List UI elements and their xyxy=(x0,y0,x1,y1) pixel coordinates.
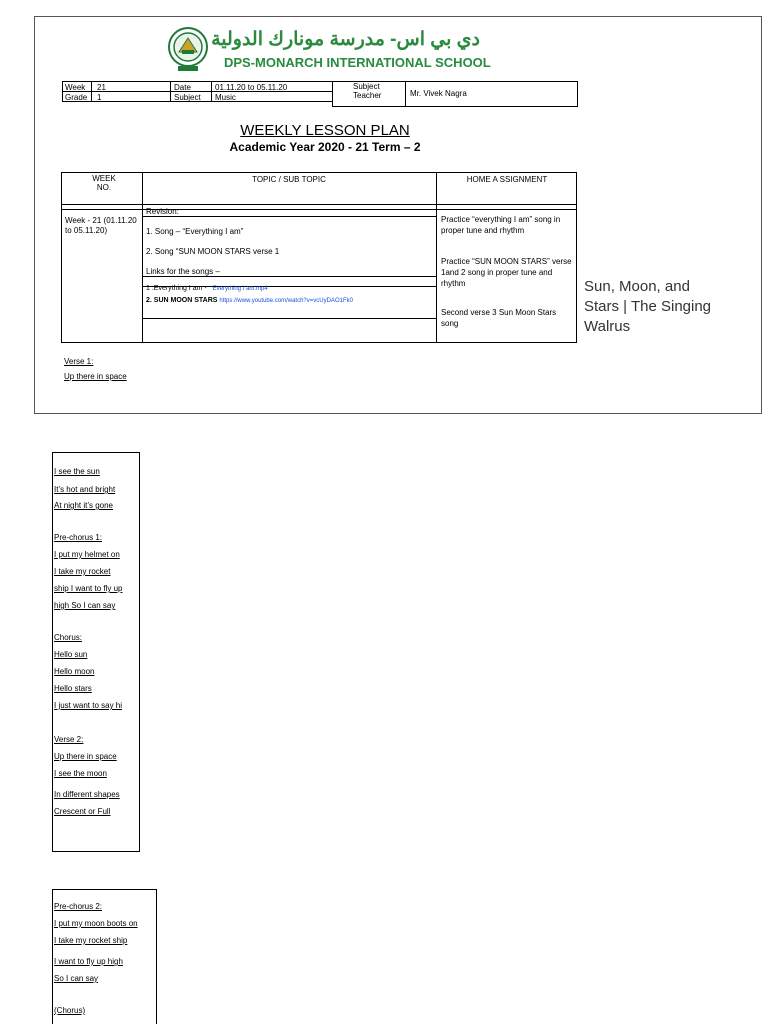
lyric-line: Hello sun xyxy=(54,650,88,659)
sun-moon-stars-link[interactable]: https://www.youtube.com/watch?v=vcUyDAO1Fk0 xyxy=(219,298,353,304)
lyric-line: ship I want to fly up xyxy=(54,584,123,593)
lyric-line: I see the sun xyxy=(54,467,100,476)
lyric-line: Pre-chorus 2: xyxy=(54,902,103,911)
lyric-line: It’s hot and bright xyxy=(54,485,116,494)
lyric-line: (Chorus) xyxy=(54,1006,86,1015)
school-english-name: DPS-MONARCH INTERNATIONAL SCHOOL xyxy=(224,55,491,70)
song-1: 1. Song – “Everything I am” xyxy=(146,227,244,236)
lyric-line: I put my helmet on xyxy=(54,550,120,559)
lyric-line: Verse 2: xyxy=(54,735,84,744)
home-assignment-2: Practice “SUN MOON STARS” verse 1and 2 song in proper tune and rhythm xyxy=(441,257,572,288)
grade-value: 1 xyxy=(91,91,171,102)
lyric-line: I see the moon xyxy=(54,769,107,778)
lyric-line: Up there in space xyxy=(54,752,117,761)
lyric-line: I put my moon boots on xyxy=(54,919,138,928)
school-arabic-name: دي بي اس- مدرسة مونارك الدولية xyxy=(211,29,480,50)
page-subtitle: Academic Year 2020 - 21 Term – 2 xyxy=(229,140,421,154)
subject-teacher-label: Subject Teacher xyxy=(332,81,406,107)
grade-label: Grade xyxy=(62,91,92,102)
date-label: Date xyxy=(170,81,212,92)
link-2-label: 2. SUN MOON STARS xyxy=(146,297,218,304)
lyric-line: In different shapes xyxy=(54,790,120,799)
subject-label: Subject xyxy=(170,91,212,102)
lyric-line: Chorus: xyxy=(54,633,83,642)
school-logo-icon xyxy=(168,25,208,73)
everything-i-am-link[interactable]: Everything I am.mp4 xyxy=(212,286,268,292)
header-week-no: WEEK NO. xyxy=(92,174,116,192)
lyrics-box-1 xyxy=(52,452,140,852)
subject-value: Music xyxy=(211,91,333,102)
lyric-line: high So I can say xyxy=(54,601,116,610)
table-divider xyxy=(142,318,436,319)
week-label: Week xyxy=(62,81,92,92)
lyric-line: So I can say xyxy=(54,974,99,983)
lyric-line: I take my rocket ship xyxy=(54,936,128,945)
home-assignment-3: Second verse 3 Sun Moon Stars song xyxy=(441,308,557,328)
table-divider xyxy=(142,216,436,217)
week-value: 21 xyxy=(91,81,171,92)
header-home-assignment: HOME A SSIGNMENT xyxy=(466,175,548,184)
lyric-line: I take my rocket xyxy=(54,567,111,576)
lyric-line: Pre-chorus 1: xyxy=(54,533,103,542)
page-title: WEEKLY LESSON PLAN xyxy=(240,122,410,139)
link-1-label: 1 .Everything I am - xyxy=(146,285,207,292)
song-2: 2. Song “SUN MOON STARS verse 1 xyxy=(146,247,280,256)
song-side-title: Sun, Moon, and Stars | The Singing Walrus xyxy=(584,278,712,335)
lyrics-box-2 xyxy=(52,889,157,1024)
table-divider xyxy=(61,209,577,210)
lyric-line: Hello moon xyxy=(54,667,95,676)
lyric-line: I want to fly up high xyxy=(54,957,123,966)
verse-1-heading: Verse 1: xyxy=(64,357,94,366)
lyric-line: Crescent or Full xyxy=(54,807,111,816)
revision-label: Revision: xyxy=(146,207,179,216)
week-cell: Week - 21 (01.11.20 to 05.11.20) xyxy=(65,216,137,235)
teacher-value: Mr. Vivek Nagra xyxy=(405,81,578,107)
lyric-line: Hello stars xyxy=(54,684,92,693)
verse-1-line: Up there in space xyxy=(64,372,127,381)
date-value: 01.11.20 to 05.11.20 xyxy=(211,81,333,92)
lyric-line: At night it’s gone xyxy=(54,501,114,510)
table-divider xyxy=(61,204,577,205)
table-divider xyxy=(436,172,437,343)
header-topic: TOPIC / SUB TOPIC xyxy=(252,175,326,184)
home-assignment-1: Practice “everything I am” song in proper tune and rhythm xyxy=(441,215,561,235)
links-label: Links for the songs – xyxy=(146,267,220,276)
lyric-line: I just want to say hi xyxy=(54,701,123,710)
